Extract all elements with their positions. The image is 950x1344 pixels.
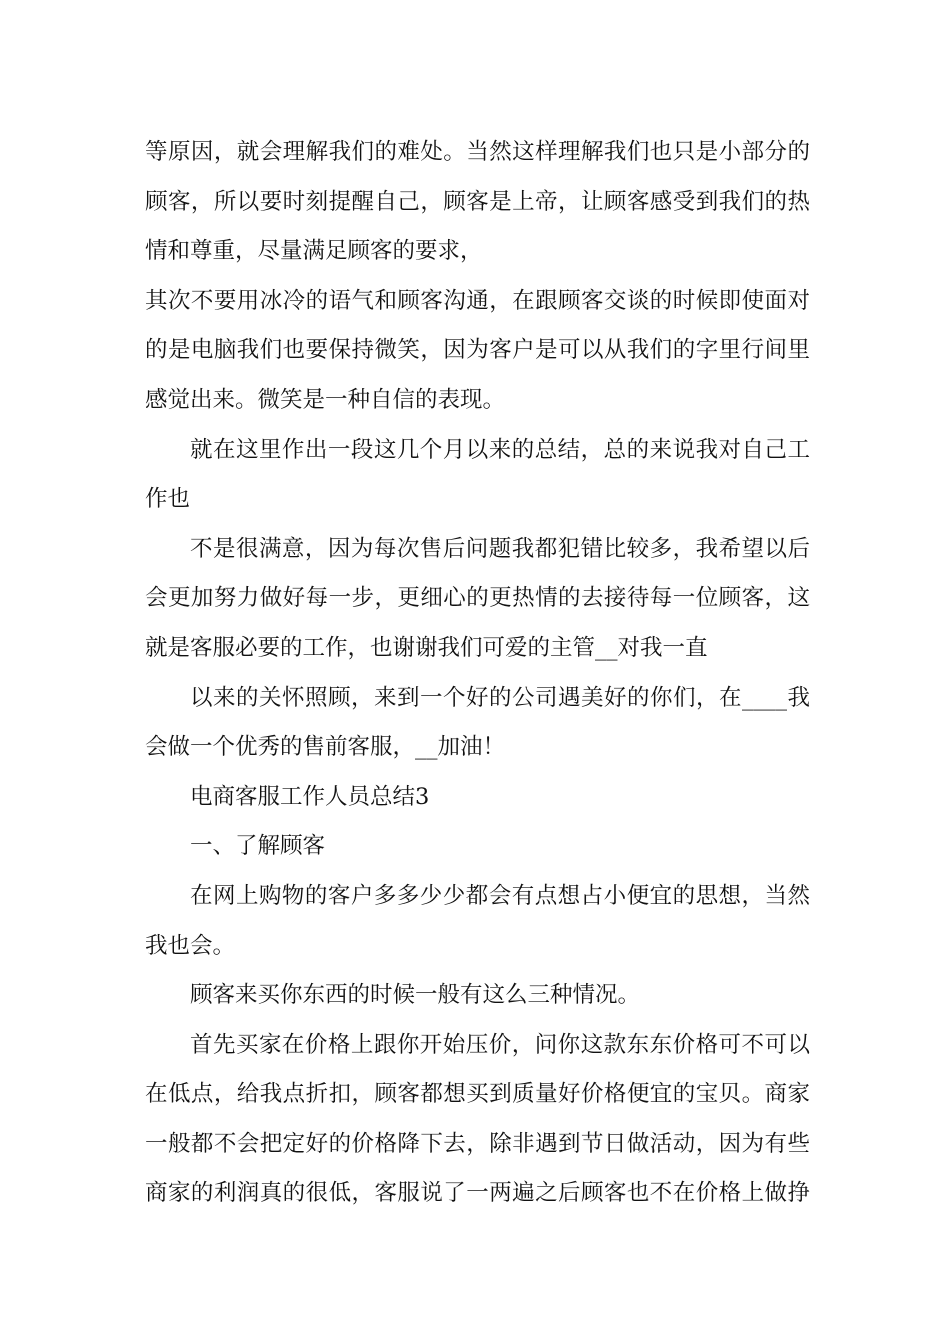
text-line: 首先买家在价格上跟你开始压价，问你这款东东价格可不可以 [190,1031,810,1058]
text-line: 电商客服工作人员总结3 [190,783,430,810]
text-line: 其次不要用冰冷的语气和顾客沟通，在跟顾客交谈的时候即使面对 [145,287,810,314]
text-line: 顾客，所以要时刻提醒自己，顾客是上帝，让顾客感受到我们的热 [145,188,810,215]
text-line: 在低点，给我点折扣，顾客都想买到质量好价格便宜的宝贝。商家 [145,1081,810,1108]
text-line: 就在这里作出一段这几个月以来的总结，总的来说我对自己工 [190,436,810,463]
text-line: 以来的关怀照顾，来到一个好的公司遇美好的你们，在____我 [190,684,810,711]
text-line: 就是客服必要的工作，也谢谢我们可爱的主管__对我一直 [145,634,708,661]
text-line: 会更加努力做好每一步，更细心的更热情的去接待每一位顾客，这 [145,585,810,612]
text-line: 作也 [145,486,191,513]
text-line: 在网上购物的客户多多少少都会有点想占小便宜的思想，当然 [190,882,810,909]
text-line: 的是电脑我们也要保持微笑，因为客户是可以从我们的字里行间里 [145,337,810,364]
text-line: 顾客来买你东西的时候一般有这么三种情况。 [190,982,641,1009]
text-line: 我也会。 [145,932,236,959]
text-line: 等原因，就会理解我们的难处。当然这样理解我们也只是小部分的 [145,139,810,165]
text-line: 会做一个优秀的售前客服，__加油！ [145,734,506,761]
text-line: 情和尊重，尽量满足顾客的要求， [145,238,483,265]
text-line: 一般都不会把定好的价格降下去，除非遇到节日做活动，因为有些 [145,1130,810,1157]
text-line: 不是很满意，因为每次售后问题我都犯错比较多，我希望以后 [190,535,810,562]
text-line: 一、了解顾客 [190,833,326,860]
document-body [145,128,810,1219]
text-line: 感觉出来。微笑是一种自信的表现。 [145,386,506,413]
text-line: 商家的利润真的很低，客服说了一两遍之后顾客也不在价格上做挣 [145,1180,810,1207]
